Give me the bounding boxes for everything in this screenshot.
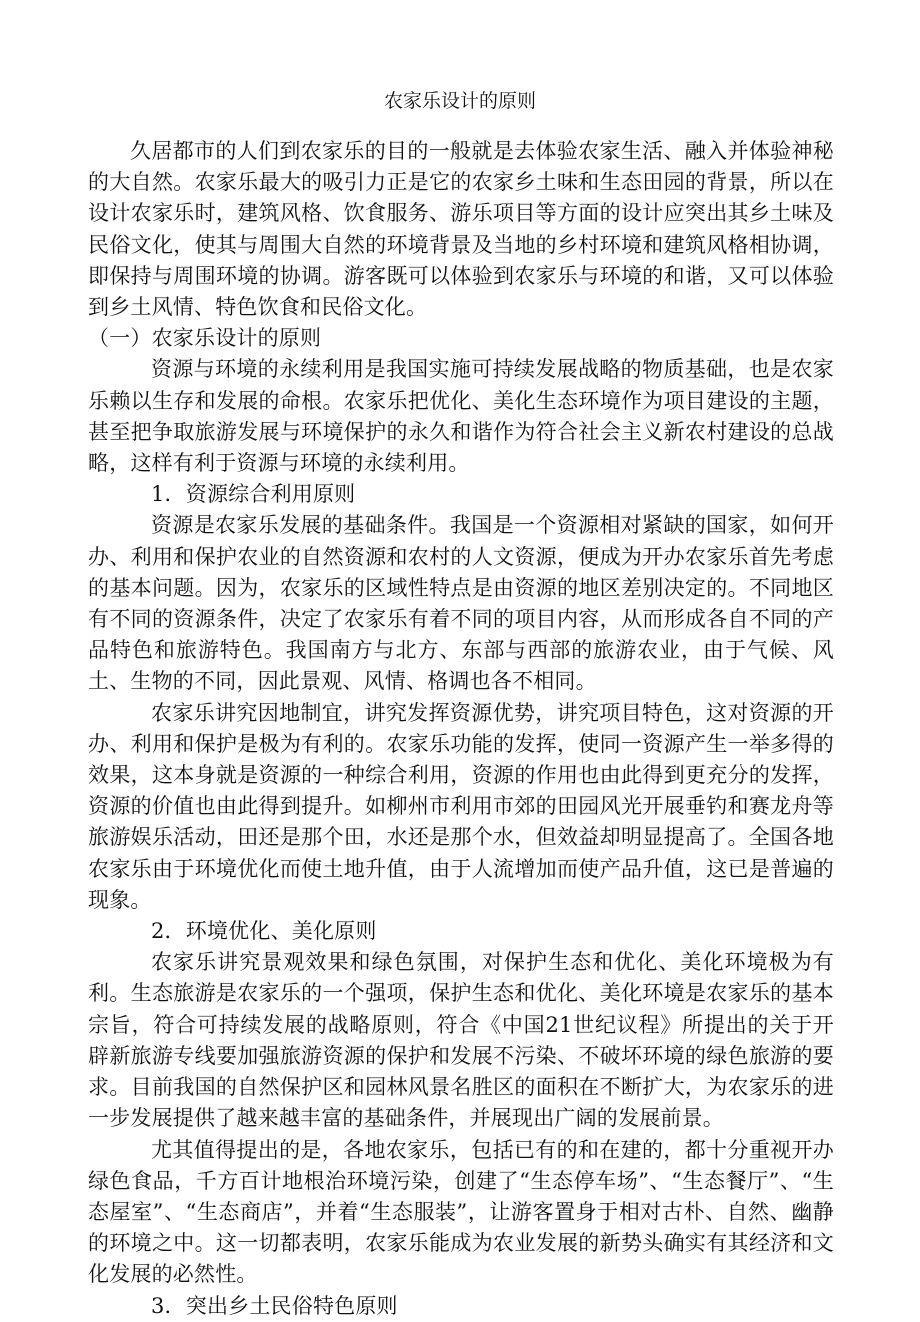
subsection-heading: 3．突出乡土民俗特色原则	[151, 1293, 398, 1318]
section-heading: （一）农家乐设计的原则	[88, 326, 322, 351]
paragraph: 农家乐讲究景观效果和绿色氛围，对保护生态和优化、美化环境极为有利。生态旅游是农家乐的一个强项，保护生态和优化、美化环境是农家乐的基本宗旨，符合可持续发展的战略原则，符合《中国21世纪议程》所提出的关于开辟新旅游专线要加强旅游资源的保护和发展不污染、不破坏环境的绿色旅游的要求。目前我国的自然保护区和园林风景名胜区的面积在不断扩大，为农家乐的进一步发展提供了越来越丰富的基础条件，并展现出广阔的发展前景。	[88, 950, 834, 1131]
document-body	[88, 136, 834, 1322]
intro-paragraph: 久居都市的人们到农家乐的目的一般就是去体验农家生活、融入并体验神秘的大自然。农家乐最大的吸引力正是它的农家乡土味和生态田园的背景，所以在设计农家乐时，建筑风格、饮食服务、游乐项目等方面的设计应突出其乡土味及民俗文化，使其与周围大自然的环境背景及当地的乡村环境和建筑风格相协调，即保持与周围环境的协调。游客既可以体验到农家乐与环境的和谐，又可以体验到乡土风情、特色饮食和民俗文化。	[88, 139, 834, 320]
paragraph: 资源与环境的永续利用是我国实施可持续发展战略的物质基础，也是农家乐赖以生存和发展的命根。农家乐把优化、美化生态环境作为项目建设的主题，甚至把争取旅游发展与环境保护的永久和谐作为符合社会主义新农村建设的总战略，这样有利于资源与环境的永续利用。	[88, 357, 834, 476]
paragraph: 农家乐讲究因地制宜，讲究发挥资源优势，讲究项目特色，这对资源的开办、利用和保护是极为有利的。农家乐功能的发挥，使同一资源产生一举多得的效果，这本身就是资源的一种综合利用，资源的作用也由此得到更充分的发挥，资源的价值也由此得到提升。如柳州市利用市郊的田园风光开展垂钓和赛龙舟等旅游娱乐活动，田还是那个田，水还是那个水，但效益却明显提高了。全国各地农家乐由于环境优化而使土地升值，由于人流增加而使产品升值，这已是普遍的现象。	[88, 700, 834, 912]
subsection-heading: 2．环境优化、美化原则	[151, 919, 377, 944]
paragraph: 尤其值得提出的是，各地农家乐，包括已有的和在建的，都十分重视开办绿色食品，千方百计地根治环境污染，创建了“生态停车场”、“生态餐厅”、“生态屋室”、“生态商店”，并着“生态服装”，让游客置身于相对古朴、自然、幽静的环境之中。这一切都表明，农家乐能成为农业发展的新势头确实有其经济和文化发展的必然性。	[88, 1137, 834, 1287]
subsection-heading: 1．资源综合利用原则	[151, 482, 356, 507]
paragraph: 资源是农家乐发展的基础条件。我国是一个资源相对紧缺的国家，如何开办、利用和保护农业的自然资源和农村的人文资源，便成为开办农家乐首先考虑的基本问题。因为，农家乐的区域性特点是由资源的地区差别决定的。不同地区有不同的资源条件，决定了农家乐有着不同的项目内容，从而形成各自不同的产品特色和旅游特色。我国南方与北方、东部与西部的旅游农业，由于气候、风土、生物的不同，因此景观、风情、格调也各不相同。	[88, 513, 834, 694]
document-title: 农家乐设计的原则	[383, 90, 536, 112]
